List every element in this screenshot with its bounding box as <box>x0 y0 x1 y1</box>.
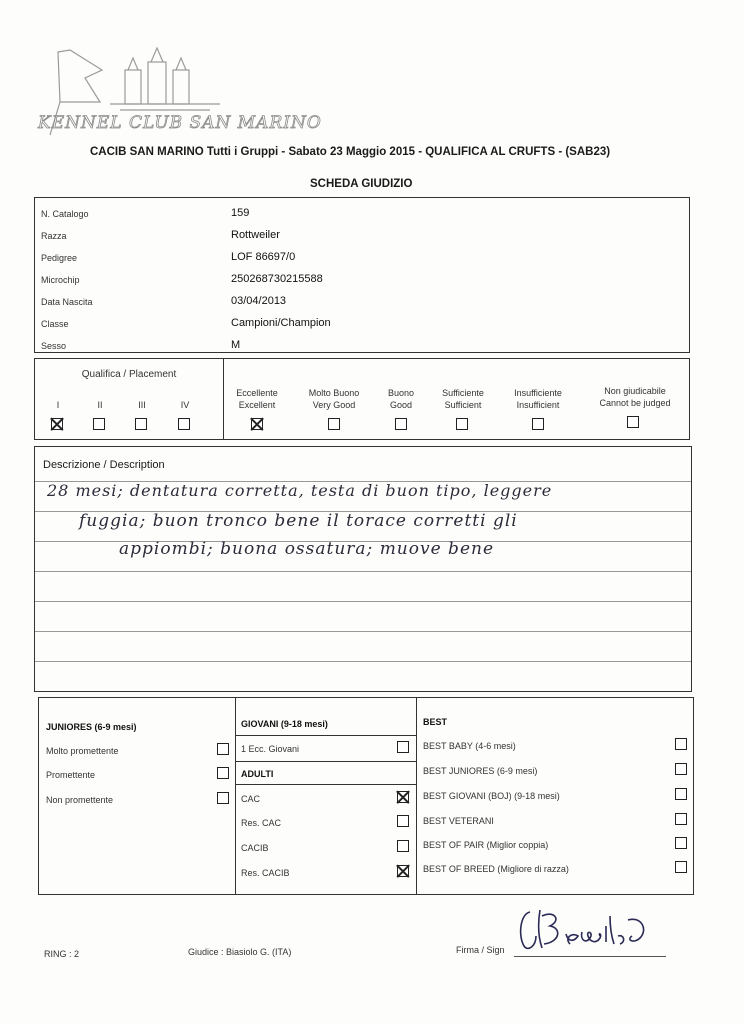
info-value: Rottweiler <box>231 229 280 241</box>
info-value: M <box>231 339 241 351</box>
juniores-non-promettente-checkbox[interactable] <box>217 792 229 804</box>
best-baby-checkbox[interactable] <box>675 738 687 750</box>
info-value: Campioni/Champion <box>231 317 331 329</box>
rating-en: Good <box>389 400 413 410</box>
description-box <box>34 446 692 692</box>
judge-signature <box>514 906 664 958</box>
description-label: Descrizione / Description <box>43 459 165 471</box>
best-title: BEST <box>423 717 448 727</box>
position-label: I <box>56 400 60 410</box>
event-title: CACIB SAN MARINO Tutti i Gruppi - Sabato 23 Maggio 2015 - QUALIFICA AL CRUFTS - (SAB23) <box>90 146 611 158</box>
placement-box <box>34 358 690 440</box>
divider <box>235 698 236 894</box>
adulti-item-label: Res. CAC <box>241 818 282 828</box>
best-item-label: BEST JUNIORES (6-9 mesi) <box>423 766 538 776</box>
ring-number: RING : 2 <box>44 949 80 959</box>
sheet-title: SCHEDA GIUDIZIO <box>310 178 413 190</box>
rating-cannot-judge-checkbox[interactable] <box>627 416 639 428</box>
best-of-breed-checkbox[interactable] <box>675 861 687 873</box>
rating-en: Excellent <box>238 400 276 410</box>
adulti-title: ADULTI <box>241 769 274 779</box>
rating-it: Insufficiente <box>514 388 562 398</box>
adulti-cacib-checkbox[interactable] <box>397 840 409 852</box>
position-4-checkbox[interactable] <box>178 418 190 430</box>
rating-label <box>585 385 685 409</box>
ruled-line <box>35 571 691 572</box>
dog-info-box <box>34 197 690 353</box>
rating-very-good-checkbox[interactable] <box>328 418 340 430</box>
position-label: III <box>138 400 146 410</box>
rating-it: Buono <box>387 388 415 398</box>
rating-label <box>299 387 369 411</box>
info-value: 159 <box>231 207 250 219</box>
divider <box>223 359 224 439</box>
info-label: Sesso <box>41 341 67 351</box>
signature-label: Firma / Sign <box>456 945 505 955</box>
rating-insufficient-checkbox[interactable] <box>532 418 544 430</box>
kennel-club-logo <box>30 40 322 140</box>
rating-good-checkbox[interactable] <box>395 418 407 430</box>
adulti-res-cacib-checkbox[interactable] <box>397 865 409 877</box>
rating-it: Non giudicabile <box>604 386 666 396</box>
info-value: 03/04/2013 <box>231 295 287 307</box>
rating-it: Molto Buono <box>308 388 360 398</box>
best-giovani-checkbox[interactable] <box>675 788 687 800</box>
rating-it: Eccellente <box>236 388 278 398</box>
handwritten-description-line: appiombi; buona ossatura; muove bene <box>119 539 495 559</box>
rating-label <box>503 387 573 411</box>
rating-it: Sufficiente <box>442 388 484 398</box>
juniores-item-label: Non promettente <box>46 795 114 805</box>
rating-label <box>431 387 495 411</box>
divider <box>235 761 416 762</box>
juniores-promettente-checkbox[interactable] <box>217 767 229 779</box>
handwritten-description-line: 28 mesi; dentatura corretta, testa di buon tipo, leggere <box>47 481 553 500</box>
position-2-checkbox[interactable] <box>93 418 105 430</box>
info-label: Pedigree <box>41 253 78 263</box>
adulti-item-label: CACIB <box>241 843 269 853</box>
adulti-item-label: CAC <box>241 794 261 804</box>
awards-box <box>38 697 694 895</box>
rating-en: Cannot be judged <box>599 398 671 408</box>
position-label: II <box>97 400 103 410</box>
position-1-checkbox[interactable] <box>51 418 63 430</box>
divider <box>416 698 417 894</box>
ruled-line <box>35 601 691 602</box>
info-value: LOF 86697/0 <box>231 251 296 263</box>
info-label: Data Nascita <box>41 297 93 307</box>
juniores-item-label: Molto promettente <box>46 746 119 756</box>
adulti-res-cac-checkbox[interactable] <box>397 815 409 827</box>
divider <box>235 735 416 736</box>
giovani-item-label: 1 Ecc. Giovani <box>241 744 300 754</box>
best-item-label: BEST VETERANI <box>423 816 494 826</box>
juniores-item-label: Promettente <box>46 770 96 780</box>
rating-en: Sufficient <box>444 400 482 410</box>
best-item-label: BEST OF PAIR (Miglior coppia) <box>423 840 549 850</box>
judge-name: Giudice : Biasiolo G. (ITA) <box>188 947 292 957</box>
rating-excellent-checkbox[interactable] <box>251 418 263 430</box>
rating-label <box>377 387 425 411</box>
position-3-checkbox[interactable] <box>135 418 147 430</box>
best-item-label: BEST GIOVANI (BOJ) (9-18 mesi) <box>423 791 560 801</box>
best-item-label: BEST BABY (4-6 mesi) <box>423 741 516 751</box>
ruled-line <box>35 631 691 632</box>
info-label: N. Catalogo <box>41 209 89 219</box>
best-veterani-checkbox[interactable] <box>675 813 687 825</box>
rating-label <box>225 387 289 411</box>
rating-sufficient-checkbox[interactable] <box>456 418 468 430</box>
adulti-cac-checkbox[interactable] <box>397 791 409 803</box>
info-value: 250268730215588 <box>231 273 323 285</box>
info-label: Razza <box>41 231 67 241</box>
juniores-molto-promettente-checkbox[interactable] <box>217 743 229 755</box>
giovani-title: GIOVANI (9-18 mesi) <box>241 719 328 729</box>
position-label: IV <box>180 400 190 410</box>
logo-text: KENNEL CLUB SAN MARINO <box>38 113 322 133</box>
divider <box>235 784 416 785</box>
best-item-label: BEST OF BREED (Migliore di razza) <box>423 864 569 874</box>
info-label: Classe <box>41 319 69 329</box>
giovani-1-ecc-checkbox[interactable] <box>397 741 409 753</box>
ruled-line <box>35 661 691 662</box>
rating-en: Very Good <box>312 400 356 410</box>
info-label: Microchip <box>41 275 80 285</box>
best-juniores-checkbox[interactable] <box>675 763 687 775</box>
handwritten-description-line: fuggia; buon tronco bene il torace corretti gli <box>79 511 518 531</box>
best-of-pair-checkbox[interactable] <box>675 837 687 849</box>
placement-title: Qualifica / Placement <box>81 369 177 380</box>
adulti-item-label: Res. CACIB <box>241 868 290 878</box>
juniores-title: JUNIORES (6-9 mesi) <box>46 722 137 732</box>
rating-en: Insufficient <box>516 400 560 410</box>
